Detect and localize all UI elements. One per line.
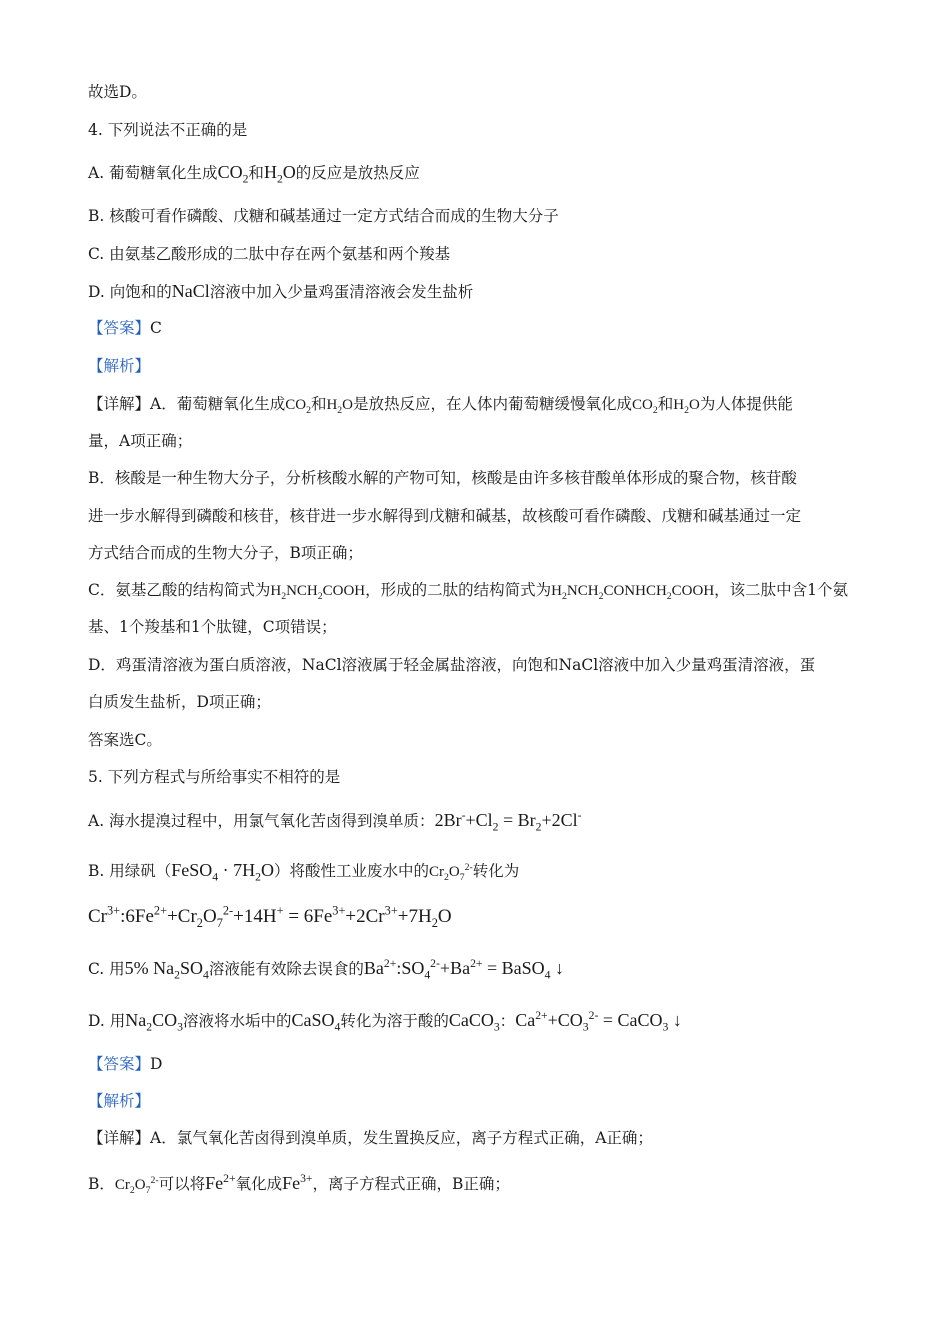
q5-option-d: D. 用$Na_2CO_3$溶液将水垢中的CaSO$_4$转化为溶于酸的CaCO$_3$：$Ca^{2+}+CO_3^{2-}$ = CaCO$_3$ ↓	[88, 1009, 682, 1034]
q4-answer: 【答案】C	[88, 319, 162, 337]
q5-answer: 【答案】D	[88, 1055, 163, 1073]
q4-option-a: A. 葡萄糖氧化生成$CO_2$和$H_2O$的反应是放热反应	[88, 162, 420, 186]
q4-analysis-tag: 【解析】	[88, 357, 151, 375]
q5-analysis-tag: 【解析】	[88, 1092, 151, 1110]
previous-conclusion: 故选D。	[88, 83, 147, 101]
q4-explain-d-line1: D．鸡蛋清溶液为蛋白质溶液，NaCl溶液属于轻金属盐溶液，向饱和NaCl溶液中加入少量鸡蛋清溶液，蛋	[88, 656, 816, 674]
q5-option-c: C. 用5% $Na_2SO_4$溶液能有效除去误食的$Ba^{2+}:SO_4^{2-}+Ba^{2+}$ = BaSO$_4$ ↓	[88, 957, 565, 982]
q4-explain-c-line2: 基、1个羧基和1个肽键，C项错误；	[88, 618, 337, 636]
q4-option-b: B. 核酸可看作磷酸、戊糖和碱基通过一定方式结合而成的生物大分子	[88, 207, 559, 225]
q5-explain-b: B．$Cr_2O_7^{2-}$可以将$Fe^{2+}$氧化成$Fe^{3+}$，离子方程式正确，B正确；	[88, 1172, 510, 1196]
q4-option-c: C. 由氨基乙酸形成的二肽中存在两个氨基和两个羧基	[88, 245, 451, 263]
q5-stem: 5. 下列方程式与所给事实不相符的是	[88, 768, 341, 786]
q4-explain-b-line3: 方式结合而成的生物大分子，B项正确；	[88, 544, 363, 562]
q4-explain-a-line1: 【详解】A．葡萄糖氧化生成$CO_2$和$H_2O$是放热反应，在人体内葡萄糖缓慢氧化成$CO_2$和$H_2O$为人体提供能	[88, 395, 793, 416]
q4-conclusion: 答案选C。	[88, 731, 162, 749]
q4-option-d: D. 向饱和的NaCl溶液中加入少量鸡蛋清溶液会发生盐析	[88, 281, 474, 301]
q4-explain-b-line2: 进一步水解得到磷酸和核苷，核苷进一步水解得到戊糖和碱基，故核酸可看作磷酸、戊糖和碱基通过一定	[88, 507, 802, 525]
q4-explain-c-line1: C．氨基乙酸的结构简式为$H_2NCH_2COOH$，形成的二肽的结构简式为$H_2NCH_2CONHCH_2COOH$，该二肽中含1个氨	[88, 581, 849, 602]
q4-explain-d-line2: 白质发生盐析，D项正确；	[88, 693, 271, 711]
q4-explain-b-line1: B．核酸是一种生物大分子，分析核酸水解的产物可知，核酸是由许多核苷酸单体形成的聚合物，核苷酸	[88, 469, 797, 487]
q4-explain-a-line2: 量，A项正确；	[88, 432, 193, 450]
answer-tag: 【答案】	[88, 1055, 151, 1073]
q5-option-b: B. 用绿矾（FeSO$_4$ · $7H_2O$）将酸性工业废水中的$Cr_2O_7^{2-}$转化为	[88, 860, 520, 884]
q4-stem: 4. 下列说法不正确的是	[88, 121, 248, 139]
answer-tag: 【答案】	[88, 319, 151, 337]
q5-option-a: A. 海水提溴过程中，用氯气氧化苦卤得到溴单质：$2Br^-+Cl_2 = Br_2+2Cl^-$	[88, 809, 582, 834]
q5-option-b-equation: $Cr^{3+}:6Fe^{2+}+Cr_2O_7^{2-}+14H^+ = 6Fe^{3+}+2Cr^{3+}+7H_2O$	[88, 903, 452, 930]
q5-explain-a: 【详解】A．氯气氧化苦卤得到溴单质，发生置换反应，离子方程式正确，A正确；	[88, 1129, 653, 1147]
